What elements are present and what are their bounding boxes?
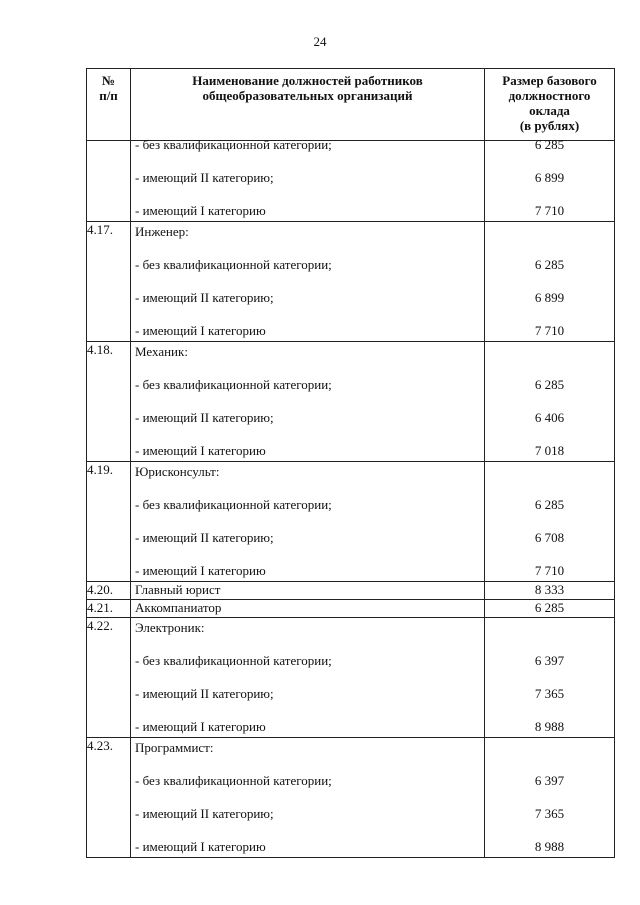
category-label: - имеющий II категорию;	[135, 170, 274, 185]
position-title-line	[131, 738, 484, 758]
category-label-line	[131, 275, 484, 308]
position-title: Аккомпаниатор	[131, 600, 485, 618]
salary-value: 6 285	[534, 137, 565, 152]
category-label: - без квалификационной категории;	[135, 497, 332, 512]
salary-value: 6 397	[534, 773, 565, 788]
position-title-line	[131, 462, 484, 482]
table-row	[87, 342, 615, 462]
row-position	[131, 222, 485, 342]
category-label-line	[131, 137, 484, 155]
row-number	[87, 141, 131, 222]
salary-value: 7 018	[534, 443, 565, 458]
category-label: - без квалификационной категории;	[135, 653, 332, 668]
position-title: Механик:	[135, 344, 188, 359]
row-number: 4.23.	[87, 738, 131, 858]
row-salary	[485, 137, 615, 222]
position-title: Юрисконсульт:	[135, 464, 220, 479]
row-position	[131, 738, 485, 858]
header-salary-line4: (в рублях)	[519, 118, 580, 133]
category-label: - имеющий II категорию;	[135, 686, 274, 701]
salary-value-line	[485, 308, 614, 341]
header-position-name	[131, 69, 485, 141]
category-label: - имеющий II категорию;	[135, 290, 274, 305]
table-row	[87, 618, 615, 738]
row-position	[131, 462, 485, 582]
row-number: 4.19.	[87, 462, 131, 582]
category-label: - имеющий II категорию;	[135, 806, 274, 821]
category-label: - имеющий I категорию	[135, 323, 266, 338]
category-label: - имеющий II категорию;	[135, 530, 274, 545]
category-label: - имеющий I категорию	[135, 839, 266, 854]
row-number: 4.21.	[87, 600, 131, 618]
salary-value: 7 710	[534, 203, 565, 218]
table-row	[87, 600, 615, 618]
category-label: - имеющий I категорию	[135, 203, 266, 218]
row-number: 4.20.	[87, 582, 131, 600]
category-label-line	[131, 395, 484, 428]
position-title: Главный юрист	[131, 582, 485, 600]
header-number	[87, 69, 131, 141]
salary-value: 6 285	[534, 257, 565, 272]
salary-value: 8 988	[534, 719, 565, 734]
salary-value: 7 710	[534, 563, 565, 578]
salary-value: 6 285	[485, 600, 615, 618]
salary-value-line	[485, 155, 614, 188]
category-label: - без квалификационной категории;	[135, 137, 332, 152]
salary-value-line	[485, 671, 614, 704]
salary-value-line	[485, 758, 614, 791]
row-salary	[485, 462, 615, 582]
position-title-line	[131, 342, 484, 362]
category-label: - без квалификационной категории;	[135, 773, 332, 788]
salary-value-line	[485, 548, 614, 581]
row-position	[131, 137, 485, 222]
category-label-line	[131, 548, 484, 581]
category-label: - имеющий I категорию	[135, 443, 266, 458]
table-row	[87, 462, 615, 582]
salary-spacer	[485, 738, 614, 758]
position-title: Программист:	[135, 740, 214, 755]
header-number-line1: №	[101, 73, 116, 88]
category-label-line	[131, 704, 484, 737]
header-name-line2: общеобразовательных организаций	[202, 88, 413, 103]
row-salary	[485, 618, 615, 738]
salary-value: 6 285	[534, 497, 565, 512]
salary-value-line	[485, 428, 614, 461]
salary-table	[86, 68, 615, 858]
row-position	[131, 342, 485, 462]
header-salary-line2: должностного	[508, 88, 591, 103]
category-label-line	[131, 791, 484, 824]
salary-value-line	[485, 824, 614, 857]
page-number: 24	[313, 34, 327, 49]
position-title-line	[131, 222, 484, 242]
salary-value-line	[485, 791, 614, 824]
salary-spacer	[485, 222, 614, 242]
salary-value-line	[485, 242, 614, 275]
table-row	[87, 141, 615, 222]
header-salary-line3: оклада	[529, 103, 570, 118]
salary-value: 7 710	[534, 323, 565, 338]
header-salary	[485, 69, 615, 141]
position-title: Инженер:	[135, 224, 189, 239]
position-title: Электроник:	[135, 620, 205, 635]
salary-value: 8 988	[534, 839, 565, 854]
row-position	[131, 618, 485, 738]
salary-value-line	[485, 638, 614, 671]
table-row	[87, 582, 615, 600]
salary-value: 6 899	[534, 170, 565, 185]
category-label-line	[131, 362, 484, 395]
category-label-line	[131, 758, 484, 791]
salary-spacer	[485, 618, 614, 638]
salary-value: 6 397	[534, 653, 565, 668]
salary-value-line	[485, 137, 614, 155]
category-label: - имеющий II категорию;	[135, 410, 274, 425]
salary-value-line	[485, 515, 614, 548]
category-label: - имеющий I категорию	[135, 719, 266, 734]
category-label-line	[131, 638, 484, 671]
table-row	[87, 222, 615, 342]
salary-value: 6 899	[534, 290, 565, 305]
category-label-line	[131, 428, 484, 461]
salary-value-line	[485, 395, 614, 428]
row-salary	[485, 738, 615, 858]
header-number-line2: п/п	[99, 88, 118, 103]
salary-spacer	[485, 462, 614, 482]
category-label-line	[131, 242, 484, 275]
row-salary	[485, 342, 615, 462]
row-number: 4.17.	[87, 222, 131, 342]
category-label: - без квалификационной категории;	[135, 257, 332, 272]
salary-value: 6 708	[534, 530, 565, 545]
row-salary	[485, 222, 615, 342]
salary-value: 7 365	[534, 686, 565, 701]
salary-value-line	[485, 482, 614, 515]
category-label-line	[131, 824, 484, 857]
category-label-line	[131, 308, 484, 341]
header-name-line1: Наименование должностей работников	[192, 73, 423, 88]
salary-value: 6 406	[534, 410, 565, 425]
table-body	[87, 137, 615, 858]
salary-value-line	[485, 275, 614, 308]
category-label-line	[131, 188, 484, 221]
category-label-line	[131, 671, 484, 704]
salary-value-line	[485, 188, 614, 221]
category-label: - имеющий I категорию	[135, 563, 266, 578]
salary-value-line	[485, 704, 614, 737]
table-row	[87, 738, 615, 858]
salary-value-line	[485, 362, 614, 395]
table-header	[87, 69, 615, 141]
category-label-line	[131, 155, 484, 188]
salary-value: 7 365	[534, 806, 565, 821]
category-label-line	[131, 515, 484, 548]
row-number: 4.22.	[87, 618, 131, 738]
header-salary-line1: Размер базового	[502, 73, 597, 88]
category-label: - без квалификационной категории;	[135, 377, 332, 392]
position-title-line	[131, 618, 484, 638]
salary-spacer	[485, 342, 614, 362]
salary-value: 6 285	[534, 377, 565, 392]
row-number: 4.18.	[87, 342, 131, 462]
salary-value: 8 333	[485, 582, 615, 600]
category-label-line	[131, 482, 484, 515]
